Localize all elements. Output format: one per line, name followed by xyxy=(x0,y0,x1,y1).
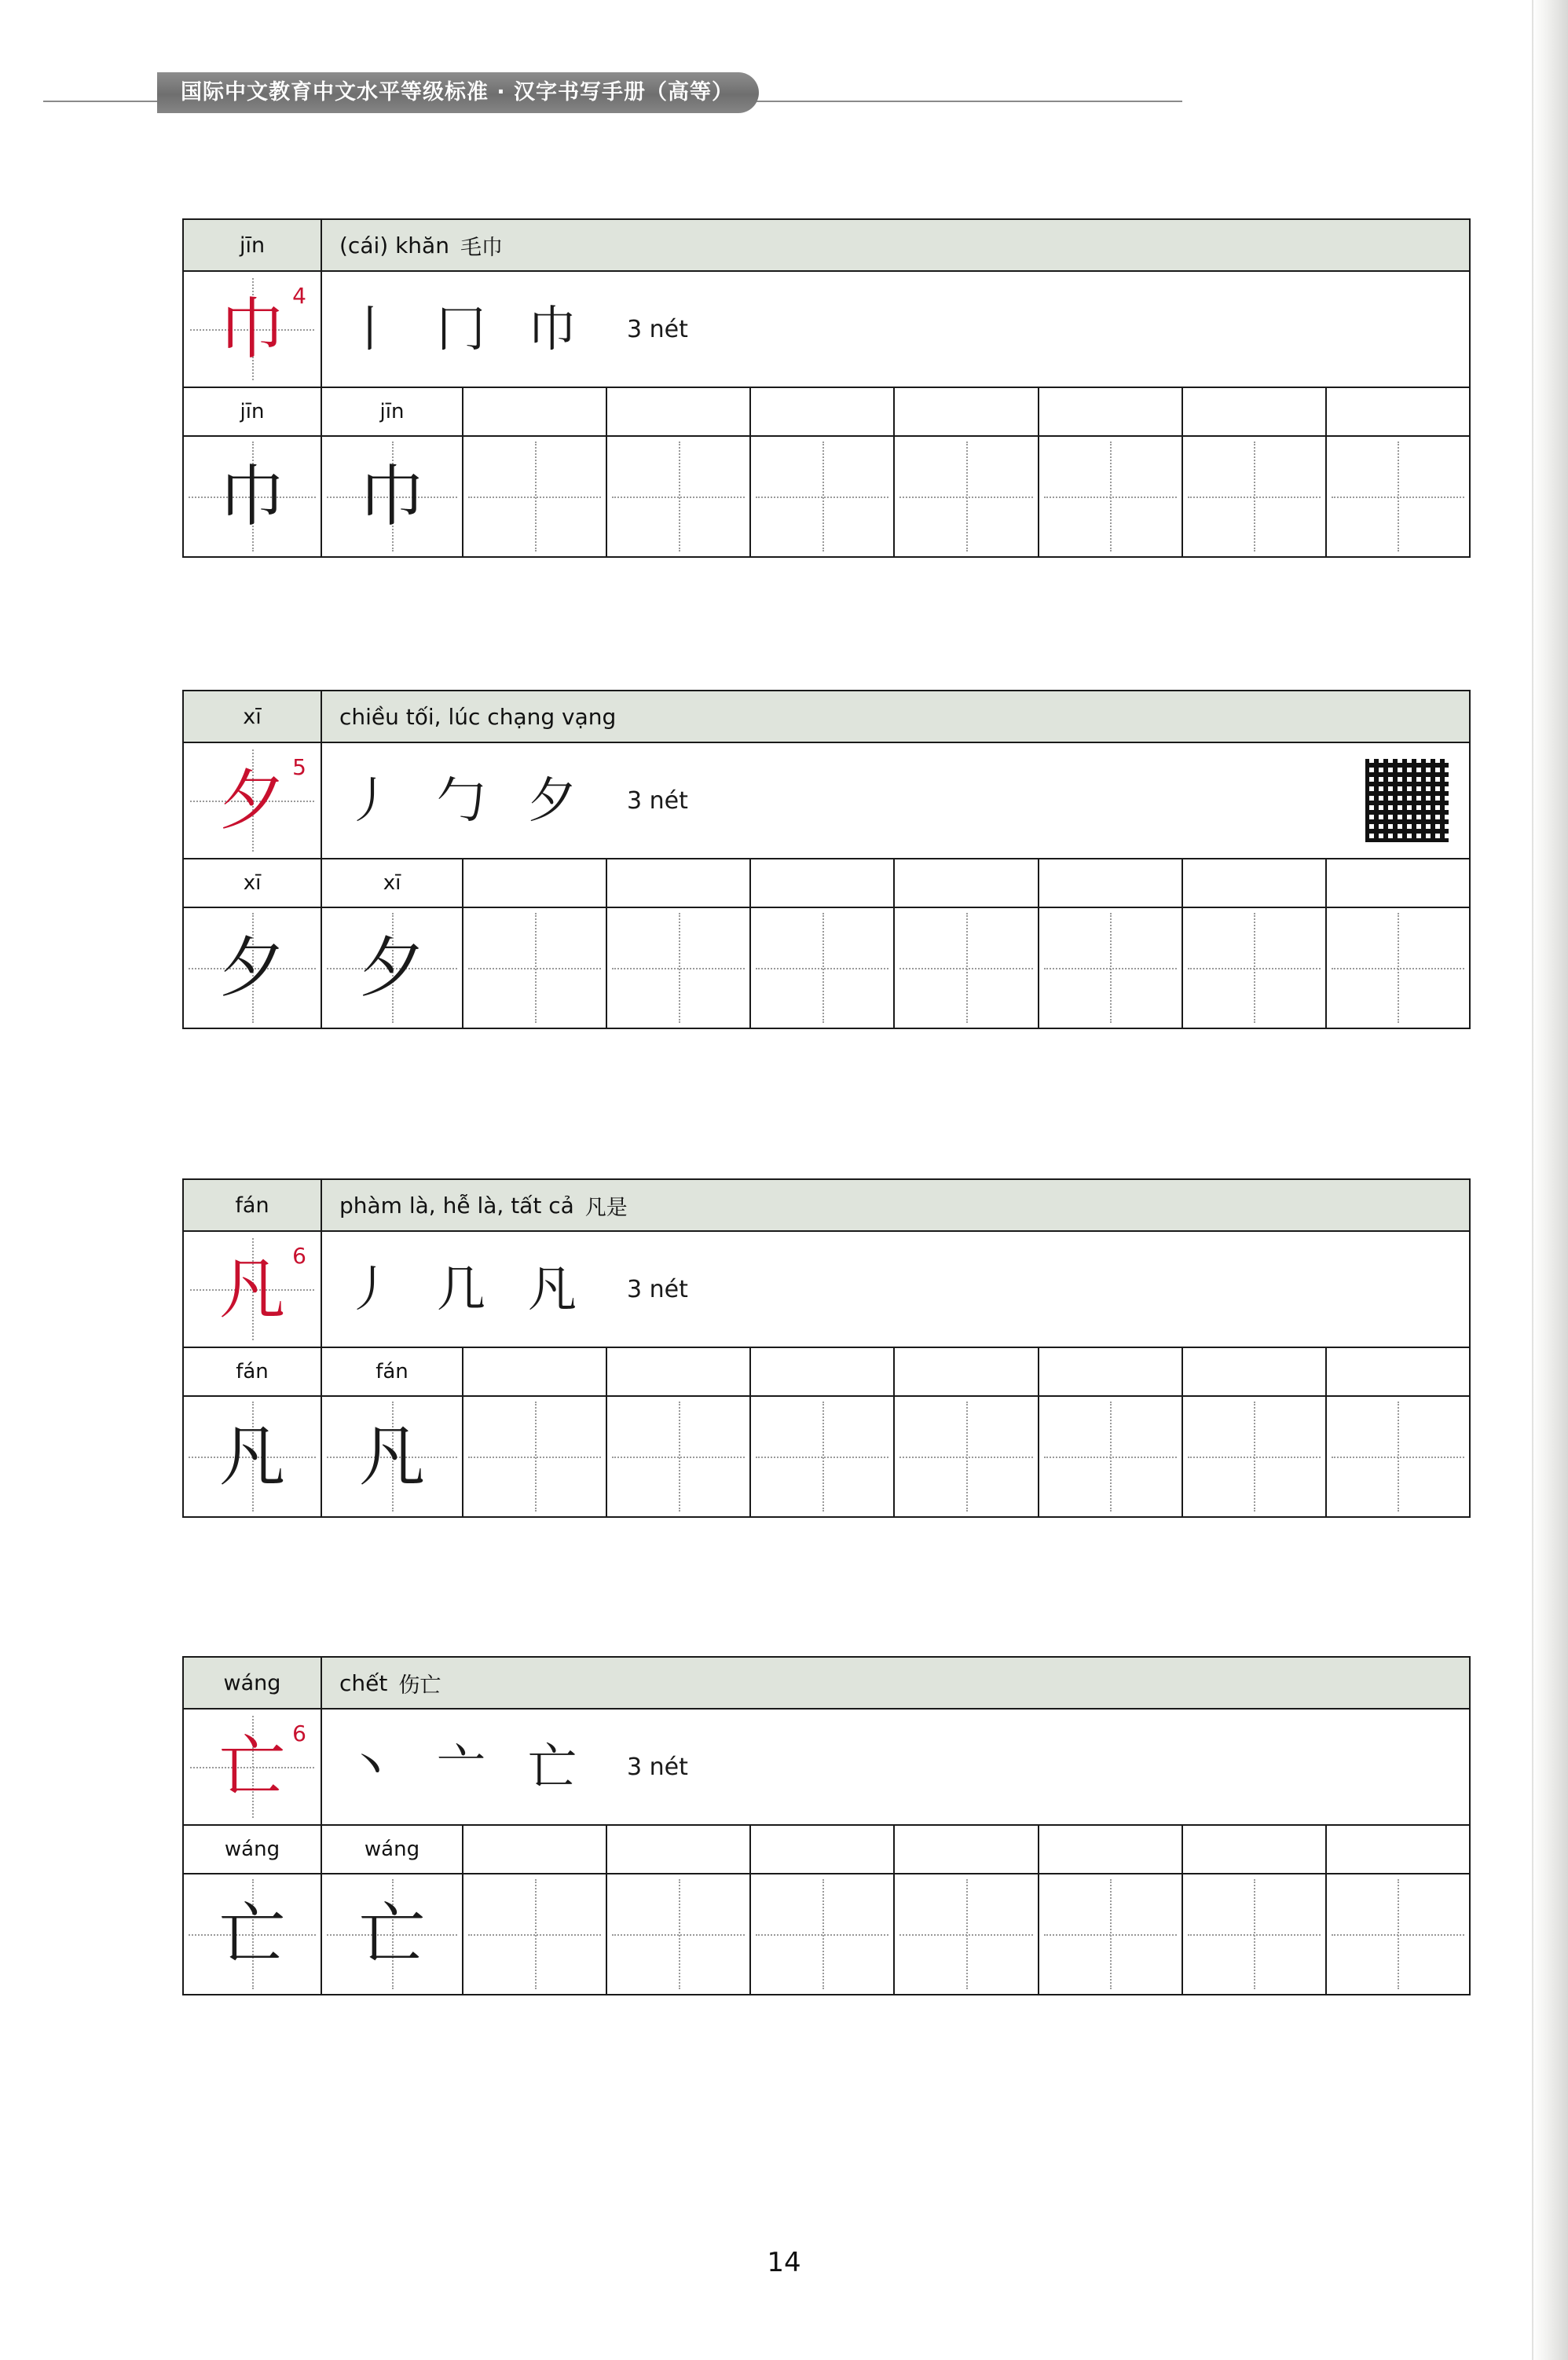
model-character-cell xyxy=(184,743,322,858)
page-header xyxy=(0,57,1568,112)
pinyin-blank[interactable] xyxy=(607,859,751,907)
entry-index: 6 xyxy=(292,1243,306,1269)
entry-header-row xyxy=(184,691,1469,743)
pinyin-blank[interactable] xyxy=(1327,1348,1469,1395)
entry-meaning-cell xyxy=(322,691,1469,742)
entry-meaning: chiều tối, lúc chạng vạng xyxy=(339,703,617,730)
pinyin-model: fán xyxy=(184,1348,322,1395)
entry-meaning-cell xyxy=(322,1180,1469,1230)
practice-character: 夕 xyxy=(218,929,285,1006)
entry-header-row xyxy=(184,1658,1469,1710)
entry-index: 5 xyxy=(292,754,306,780)
pinyin-blank[interactable] xyxy=(463,1826,607,1873)
grid-blank-cell[interactable] xyxy=(751,908,895,1028)
stroke-step: 亡 xyxy=(528,1738,577,1795)
pinyin-model: xī xyxy=(184,859,322,907)
grid-blank-cell[interactable] xyxy=(895,1397,1039,1516)
entry-example: 毛巾 xyxy=(460,235,503,260)
writing-grid-row xyxy=(184,1874,1469,1994)
pinyin-blank[interactable] xyxy=(1327,1826,1469,1873)
grid-blank-cell[interactable] xyxy=(895,1874,1039,1994)
page-edge-line xyxy=(1532,0,1533,2360)
pinyin-blank[interactable] xyxy=(751,388,895,435)
pinyin-trace: wáng xyxy=(322,1826,463,1873)
entry-index: 4 xyxy=(292,283,306,309)
grid-model-cell xyxy=(184,908,322,1028)
grid-blank-cell[interactable] xyxy=(1327,1874,1469,1994)
practice-character: 凡 xyxy=(358,1418,425,1495)
grid-trace-cell[interactable] xyxy=(322,1874,463,1994)
qr-code-icon[interactable] xyxy=(1362,756,1452,845)
entry-meaning-cell xyxy=(322,220,1469,270)
model-character-cell xyxy=(184,1710,322,1824)
practice-character: 亡 xyxy=(358,1896,425,1973)
stroke-demo-row xyxy=(184,1710,1469,1826)
grid-blank-cell[interactable] xyxy=(895,437,1039,556)
grid-model-cell xyxy=(184,1874,322,1994)
writing-grid-row xyxy=(184,908,1469,1028)
model-character-cell xyxy=(184,1232,322,1347)
grid-trace-cell[interactable] xyxy=(322,1397,463,1516)
page-number: 14 xyxy=(767,2247,801,2278)
grid-blank-cell[interactable] xyxy=(751,437,895,556)
grid-blank-cell[interactable] xyxy=(1327,437,1469,556)
grid-blank-cell[interactable] xyxy=(463,437,607,556)
writing-grid-row xyxy=(184,437,1469,556)
entry-header-row xyxy=(184,1180,1469,1232)
grid-blank-cell[interactable] xyxy=(1039,908,1183,1028)
pinyin-model: jīn xyxy=(184,388,322,435)
pinyin-trace: jīn xyxy=(322,388,463,435)
character-block-jin xyxy=(182,218,1471,558)
practice-character: 巾 xyxy=(358,458,425,535)
entry-example: 凡是 xyxy=(584,1195,628,1220)
entry-meaning-cell xyxy=(322,1658,1469,1708)
model-character: 凡 xyxy=(218,1251,285,1328)
pinyin-blank[interactable] xyxy=(463,1348,607,1395)
pinyin-blank[interactable] xyxy=(1039,859,1183,907)
practice-character: 凡 xyxy=(218,1418,285,1495)
writing-grid-row xyxy=(184,1397,1469,1516)
pinyin-blank[interactable] xyxy=(751,859,895,907)
header-title: 国际中文教育中文水平等级标准 · 汉字书写手册（高等） xyxy=(157,72,759,113)
grid-blank-cell[interactable] xyxy=(751,1397,895,1516)
pinyin-blank[interactable] xyxy=(1183,859,1327,907)
grid-blank-cell[interactable] xyxy=(1183,437,1327,556)
grid-blank-cell[interactable] xyxy=(607,1397,751,1516)
stroke-demo-row xyxy=(184,743,1469,859)
grid-blank-cell[interactable] xyxy=(1327,1397,1469,1516)
stroke-step: 夕 xyxy=(528,771,577,829)
pinyin-blank[interactable] xyxy=(1327,388,1469,435)
pinyin-blank[interactable] xyxy=(1183,388,1327,435)
entry-meaning: (cái) khăn xyxy=(339,232,449,258)
pinyin-blank[interactable] xyxy=(895,1826,1039,1873)
grid-blank-cell[interactable] xyxy=(1183,1397,1327,1516)
stroke-step: 巾 xyxy=(528,300,577,357)
character-block-wang xyxy=(182,1656,1471,1995)
stroke-count-label: 3 nét xyxy=(627,1275,688,1303)
pinyin-blank[interactable] xyxy=(1039,388,1183,435)
pinyin-blank[interactable] xyxy=(751,1826,895,1873)
stroke-order-cell xyxy=(322,743,1469,858)
pinyin-blank[interactable] xyxy=(895,1348,1039,1395)
entry-pinyin: wáng xyxy=(184,1658,322,1708)
grid-blank-cell[interactable] xyxy=(463,908,607,1028)
stroke-step: 丶 xyxy=(346,1738,395,1795)
pinyin-blank[interactable] xyxy=(895,859,1039,907)
grid-blank-cell[interactable] xyxy=(1183,1874,1327,1994)
entry-example: 伤亡 xyxy=(398,1673,441,1698)
entry-pinyin: fán xyxy=(184,1180,322,1230)
stroke-step: 丨 xyxy=(346,300,395,357)
entry-header-row xyxy=(184,220,1469,272)
pinyin-blank[interactable] xyxy=(1039,1826,1183,1873)
practice-character: 夕 xyxy=(358,929,425,1006)
stroke-step: 亠 xyxy=(437,1738,486,1795)
grid-blank-cell[interactable] xyxy=(607,908,751,1028)
stroke-step: 几 xyxy=(437,1260,486,1317)
grid-blank-cell[interactable] xyxy=(1183,908,1327,1028)
grid-blank-cell[interactable] xyxy=(1039,1397,1183,1516)
grid-blank-cell[interactable] xyxy=(751,1874,895,1994)
stroke-step: 凡 xyxy=(528,1260,577,1317)
grid-blank-cell[interactable] xyxy=(895,908,1039,1028)
grid-blank-cell[interactable] xyxy=(607,437,751,556)
model-character-cell xyxy=(184,272,322,387)
model-character: 夕 xyxy=(218,762,285,839)
stroke-demo-row xyxy=(184,272,1469,388)
stroke-count-label: 3 nét xyxy=(627,315,688,343)
stroke-step: 丿 xyxy=(346,1260,395,1317)
grid-blank-cell[interactable] xyxy=(1039,1874,1183,1994)
pinyin-blank[interactable] xyxy=(1183,1826,1327,1873)
pinyin-blank[interactable] xyxy=(1327,859,1469,907)
grid-blank-cell[interactable] xyxy=(607,1874,751,1994)
model-character: 巾 xyxy=(218,291,285,368)
entry-meaning: phàm là, hễ là, tất cả xyxy=(339,1192,574,1218)
pinyin-blank[interactable] xyxy=(607,1348,751,1395)
stroke-step: 勹 xyxy=(437,771,486,829)
pinyin-practice-row xyxy=(184,1826,1469,1874)
grid-blank-cell[interactable] xyxy=(1039,437,1183,556)
practice-character: 亡 xyxy=(218,1896,285,1973)
pinyin-blank[interactable] xyxy=(1183,1348,1327,1395)
entry-pinyin: xī xyxy=(184,691,322,742)
entry-index: 6 xyxy=(292,1721,306,1746)
stroke-step: 冂 xyxy=(437,300,486,357)
entry-meaning: chết xyxy=(339,1669,388,1696)
character-block-fan xyxy=(182,1178,1471,1518)
pinyin-blank[interactable] xyxy=(607,388,751,435)
practice-character: 巾 xyxy=(218,458,285,535)
stroke-count-label: 3 nét xyxy=(627,786,688,815)
pinyin-model: wáng xyxy=(184,1826,322,1873)
pinyin-blank[interactable] xyxy=(751,1348,895,1395)
grid-trace-cell[interactable] xyxy=(322,437,463,556)
pinyin-blank[interactable] xyxy=(1039,1348,1183,1395)
stroke-order-cell xyxy=(322,272,1469,387)
pinyin-blank[interactable] xyxy=(895,388,1039,435)
page-edge-shading xyxy=(1532,0,1568,2360)
pinyin-blank[interactable] xyxy=(463,388,607,435)
stroke-step: 丿 xyxy=(346,771,395,829)
character-block-xi xyxy=(182,690,1471,1029)
stroke-demo-row xyxy=(184,1232,1469,1348)
pinyin-blank[interactable] xyxy=(607,1826,751,1873)
pinyin-trace: xī xyxy=(322,859,463,907)
stroke-order-cell xyxy=(322,1232,1469,1347)
grid-blank-cell[interactable] xyxy=(1327,908,1469,1028)
stroke-count-label: 3 nét xyxy=(627,1753,688,1781)
pinyin-practice-row xyxy=(184,1348,1469,1397)
pinyin-trace: fán xyxy=(322,1348,463,1395)
model-character: 亡 xyxy=(218,1728,285,1805)
grid-trace-cell[interactable] xyxy=(322,908,463,1028)
pinyin-practice-row xyxy=(184,388,1469,437)
grid-model-cell xyxy=(184,1397,322,1516)
grid-model-cell xyxy=(184,437,322,556)
pinyin-blank[interactable] xyxy=(463,859,607,907)
grid-blank-cell[interactable] xyxy=(463,1397,607,1516)
pinyin-practice-row xyxy=(184,859,1469,908)
stroke-order-cell xyxy=(322,1710,1469,1824)
entry-pinyin: jīn xyxy=(184,220,322,270)
grid-blank-cell[interactable] xyxy=(463,1874,607,1994)
